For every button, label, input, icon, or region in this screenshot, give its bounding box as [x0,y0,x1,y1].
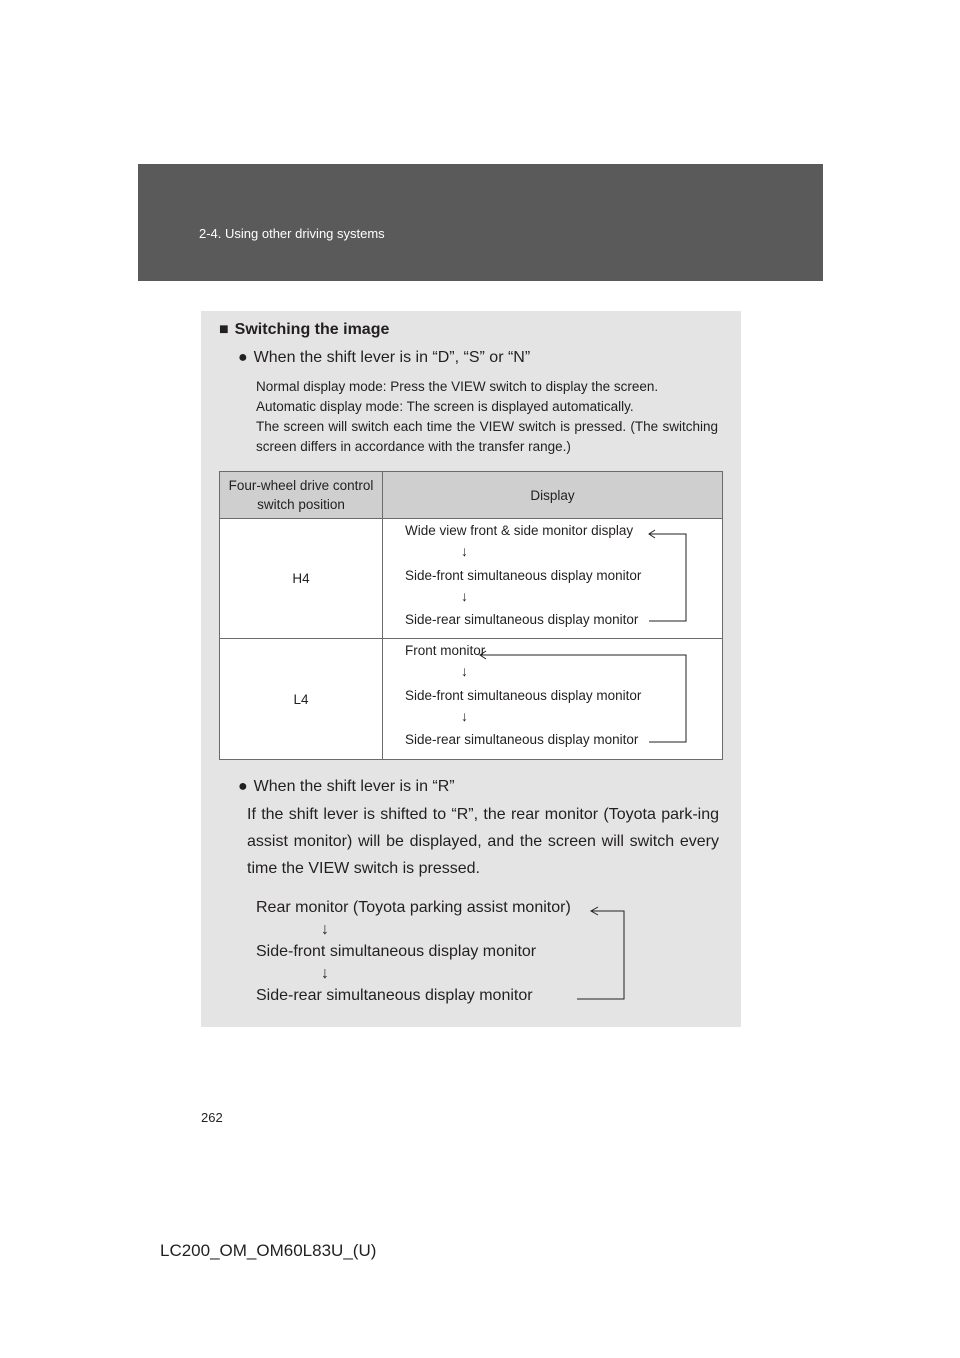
bullet-r [238,778,455,796]
table-header-row [220,472,723,519]
bullet-dot-icon: ● [238,349,248,366]
document-code: LC200_OM_OM60L83U_(U) [160,1241,377,1260]
sequence-item: Side-front simultaneous display monitor [405,568,642,583]
sequence-item: Side-front simultaneous display monitor [256,943,537,960]
bullet-d-s-n [238,349,530,367]
header-position: Four-wheel drive control switch position [220,472,383,519]
bullet-text: When the shift lever is in “R” [253,778,455,795]
bullet-dot-icon: ● [238,778,248,795]
down-arrow-icon: ↓ [321,921,329,938]
r-sequence [201,881,741,1021]
note-normal: Normal display mode: Press the VIEW switch to display the screen. [256,379,659,394]
heading [219,321,389,339]
page-number: 262 [201,1110,223,1125]
down-arrow-icon: ↓ [461,543,468,559]
position-l4: L4 [220,639,383,760]
sequence-item: Front monitor [405,643,486,658]
display-sequence [383,519,723,638]
bullet-text: When the shift lever is in “D”, “S” or “N” [253,349,531,366]
sequence-item: Side-rear simultaneous display monitor [405,612,639,627]
r-paragraph: If the shift lever is shifted to “R”, the rear monitor (Toyota park-ing assist monitor) will be displayed, and the screen will switch every time the VIEW switch is pressed. [247,806,719,877]
table-row [220,639,723,760]
loop-arrow-icon [383,519,723,638]
sequence-item: Side-rear simultaneous display monitor [405,732,639,747]
heading-text: Switching the image [234,321,390,338]
display-sequence [383,639,723,758]
content-panel [201,311,741,1027]
sequence-item: Rear monitor (Toyota parking assist monitor) [256,899,571,916]
header-band [138,164,823,281]
display-cell [383,639,723,760]
table-row [220,519,723,639]
loop-arrow-icon [383,639,723,759]
section-title: 2-4. Using other driving systems [199,226,385,241]
display-table [219,471,723,760]
loop-arrow-icon [201,881,741,1021]
header-display: Display [383,472,723,519]
sequence-item: Side-front simultaneous display monitor [405,688,642,703]
down-arrow-icon: ↓ [321,965,329,982]
down-arrow-icon: ↓ [461,708,468,724]
mode-notes [256,377,718,457]
down-arrow-icon: ↓ [461,663,468,679]
sequence-item: Side-rear simultaneous display monitor [256,987,533,1004]
square-bullet-icon: ■ [219,321,229,338]
sequence-item: Wide view front & side monitor display [405,523,634,538]
down-arrow-icon: ↓ [461,588,468,604]
note-automatic: Automatic display mode: The screen is displayed automatically. [256,399,634,414]
display-cell [383,519,723,639]
note-switch: The screen will switch each time the VIEW switch is pressed. (The switching screen differs in accordance with the transfer range.) [256,419,718,454]
position-h4: H4 [220,519,383,639]
